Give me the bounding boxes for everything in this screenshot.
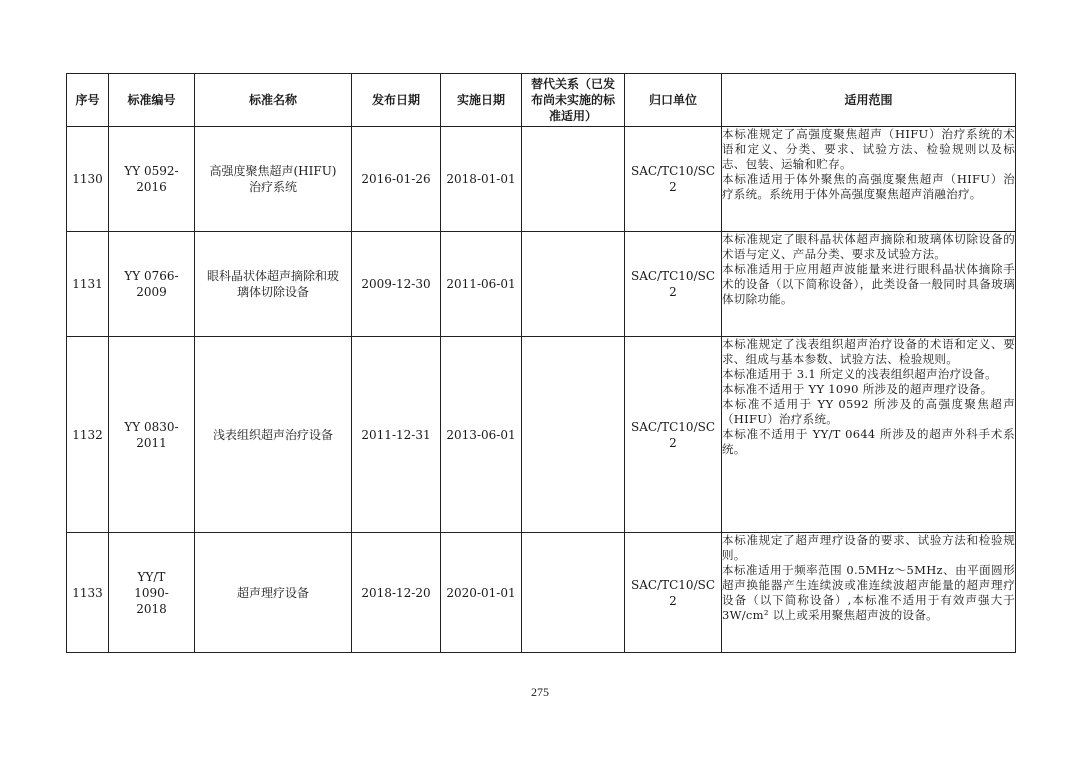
scope-paragraph: 本标准适用于频率范围 0.5MHz～5MHz、由平面圆形超声换能器产生连续波或准连续波超声能量的超声理疗设备（以下简称设备）,本标准不适用于有效声强大于 3W/cm² 以上或采用聚焦超声波的设备。 <box>722 563 1019 622</box>
cell-scope <box>722 533 1019 653</box>
scope-paragraph: 本标准适用于体外聚焦的高强度聚焦超声（HIFU）治疗系统。系统用于体外高强度聚焦超声消融治疗。 <box>722 172 1015 201</box>
standards-table <box>66 73 1019 653</box>
header-scope: 适用范围 <box>722 74 1016 127</box>
cell-publish-date: 2011-12-31 <box>352 337 441 533</box>
cell-name: 眼科晶状体超声摘除和玻璃体切除设备 <box>195 232 352 337</box>
scope-paragraph: 本标准规定了超声理疗设备的要求、试验方法和检验规则。 <box>722 533 1015 562</box>
scope-paragraph: 本标准不适用于 YY 0592 所涉及的高强度聚焦超声（HIFU）治疗系统。 <box>722 397 1015 426</box>
scope-paragraph: 本标准规定了浅表组织超声治疗设备的术语和定义、要求、组成与基本参数、试验方法、检验规则。 <box>722 337 1015 366</box>
cell-no: 1130 <box>67 127 109 232</box>
table-row <box>67 232 1016 337</box>
cell-scope <box>722 232 1016 337</box>
cell-code: YY/T 1090-2018 <box>109 533 195 653</box>
cell-no: 1131 <box>67 232 109 337</box>
header-publish-date: 发布日期 <box>352 74 441 127</box>
cell-no: 1133 <box>67 533 109 653</box>
cell-unit: SAC/TC10/SC2 <box>625 232 722 337</box>
scope-paragraph: 本标准不适用于 YY 1090 所涉及的超声理疗设备。 <box>722 382 993 396</box>
cell-code: YY 0830-2011 <box>109 337 195 533</box>
cell-replace <box>522 337 625 533</box>
header-name: 标准名称 <box>195 74 352 127</box>
cell-implement-date: 2013-06-01 <box>441 337 522 533</box>
scope-paragraph: 本标准规定了眼科晶状体超声摘除和玻璃体切除设备的术语与定义、产品分类、要求及试验方法。 <box>722 232 1015 261</box>
cell-name: 超声理疗设备 <box>195 533 352 653</box>
header-no: 序号 <box>67 74 109 127</box>
cell-publish-date: 2016-01-26 <box>352 127 441 232</box>
header-implement-date: 实施日期 <box>441 74 522 127</box>
header-code: 标准编号 <box>109 74 195 127</box>
scope-paragraph: 本标准规定了高强度聚焦超声（HIFU）治疗系统的术语和定义、分类、要求、试验方法、检验规则以及标志、包装、运输和贮存。 <box>722 127 1015 171</box>
cell-no: 1132 <box>67 337 109 533</box>
cell-implement-date: 2018-01-01 <box>441 127 522 232</box>
cell-publish-date: 2009-12-30 <box>352 232 441 337</box>
cell-unit: SAC/TC10/SC2 <box>625 337 722 533</box>
cell-name: 高强度聚焦超声(HIFU)治疗系统 <box>195 127 352 232</box>
scope-paragraph: 本标准不适用于 YY/T 0644 所涉及的超声外科手术系统。 <box>722 427 1015 456</box>
cell-code: YY 0766-2009 <box>109 232 195 337</box>
cell-replace <box>522 533 625 653</box>
table-row <box>67 337 1016 533</box>
cell-unit: SAC/TC10/SC2 <box>625 127 722 232</box>
cell-implement-date: 2020-01-01 <box>441 533 522 653</box>
cell-publish-date: 2018-12-20 <box>352 533 441 653</box>
table-row <box>67 127 1016 232</box>
header-unit: 归口单位 <box>625 74 722 127</box>
cell-scope <box>722 127 1016 232</box>
cell-code: YY 0592-2016 <box>109 127 195 232</box>
cell-name: 浅表组织超声治疗设备 <box>195 337 352 533</box>
cell-implement-date: 2011-06-01 <box>441 232 522 337</box>
cell-scope <box>722 337 1016 533</box>
header-replace: 替代关系（已发布尚未实施的标准适用） <box>522 74 625 127</box>
cell-unit: SAC/TC10/SC2 <box>625 533 722 653</box>
scope-paragraph: 本标准适用于应用超声波能量来进行眼科晶状体摘除手术的设备（以下简称设备），此类设备一般同时具备玻璃体切除功能。 <box>722 262 1015 306</box>
cell-replace <box>522 232 625 337</box>
header-row <box>67 74 1016 127</box>
scope-paragraph: 本标准适用于 3.1 所定义的浅表组织超声治疗设备。 <box>722 367 997 381</box>
table-row <box>67 533 1016 653</box>
cell-replace <box>522 127 625 232</box>
page-number: 275 <box>531 685 549 699</box>
